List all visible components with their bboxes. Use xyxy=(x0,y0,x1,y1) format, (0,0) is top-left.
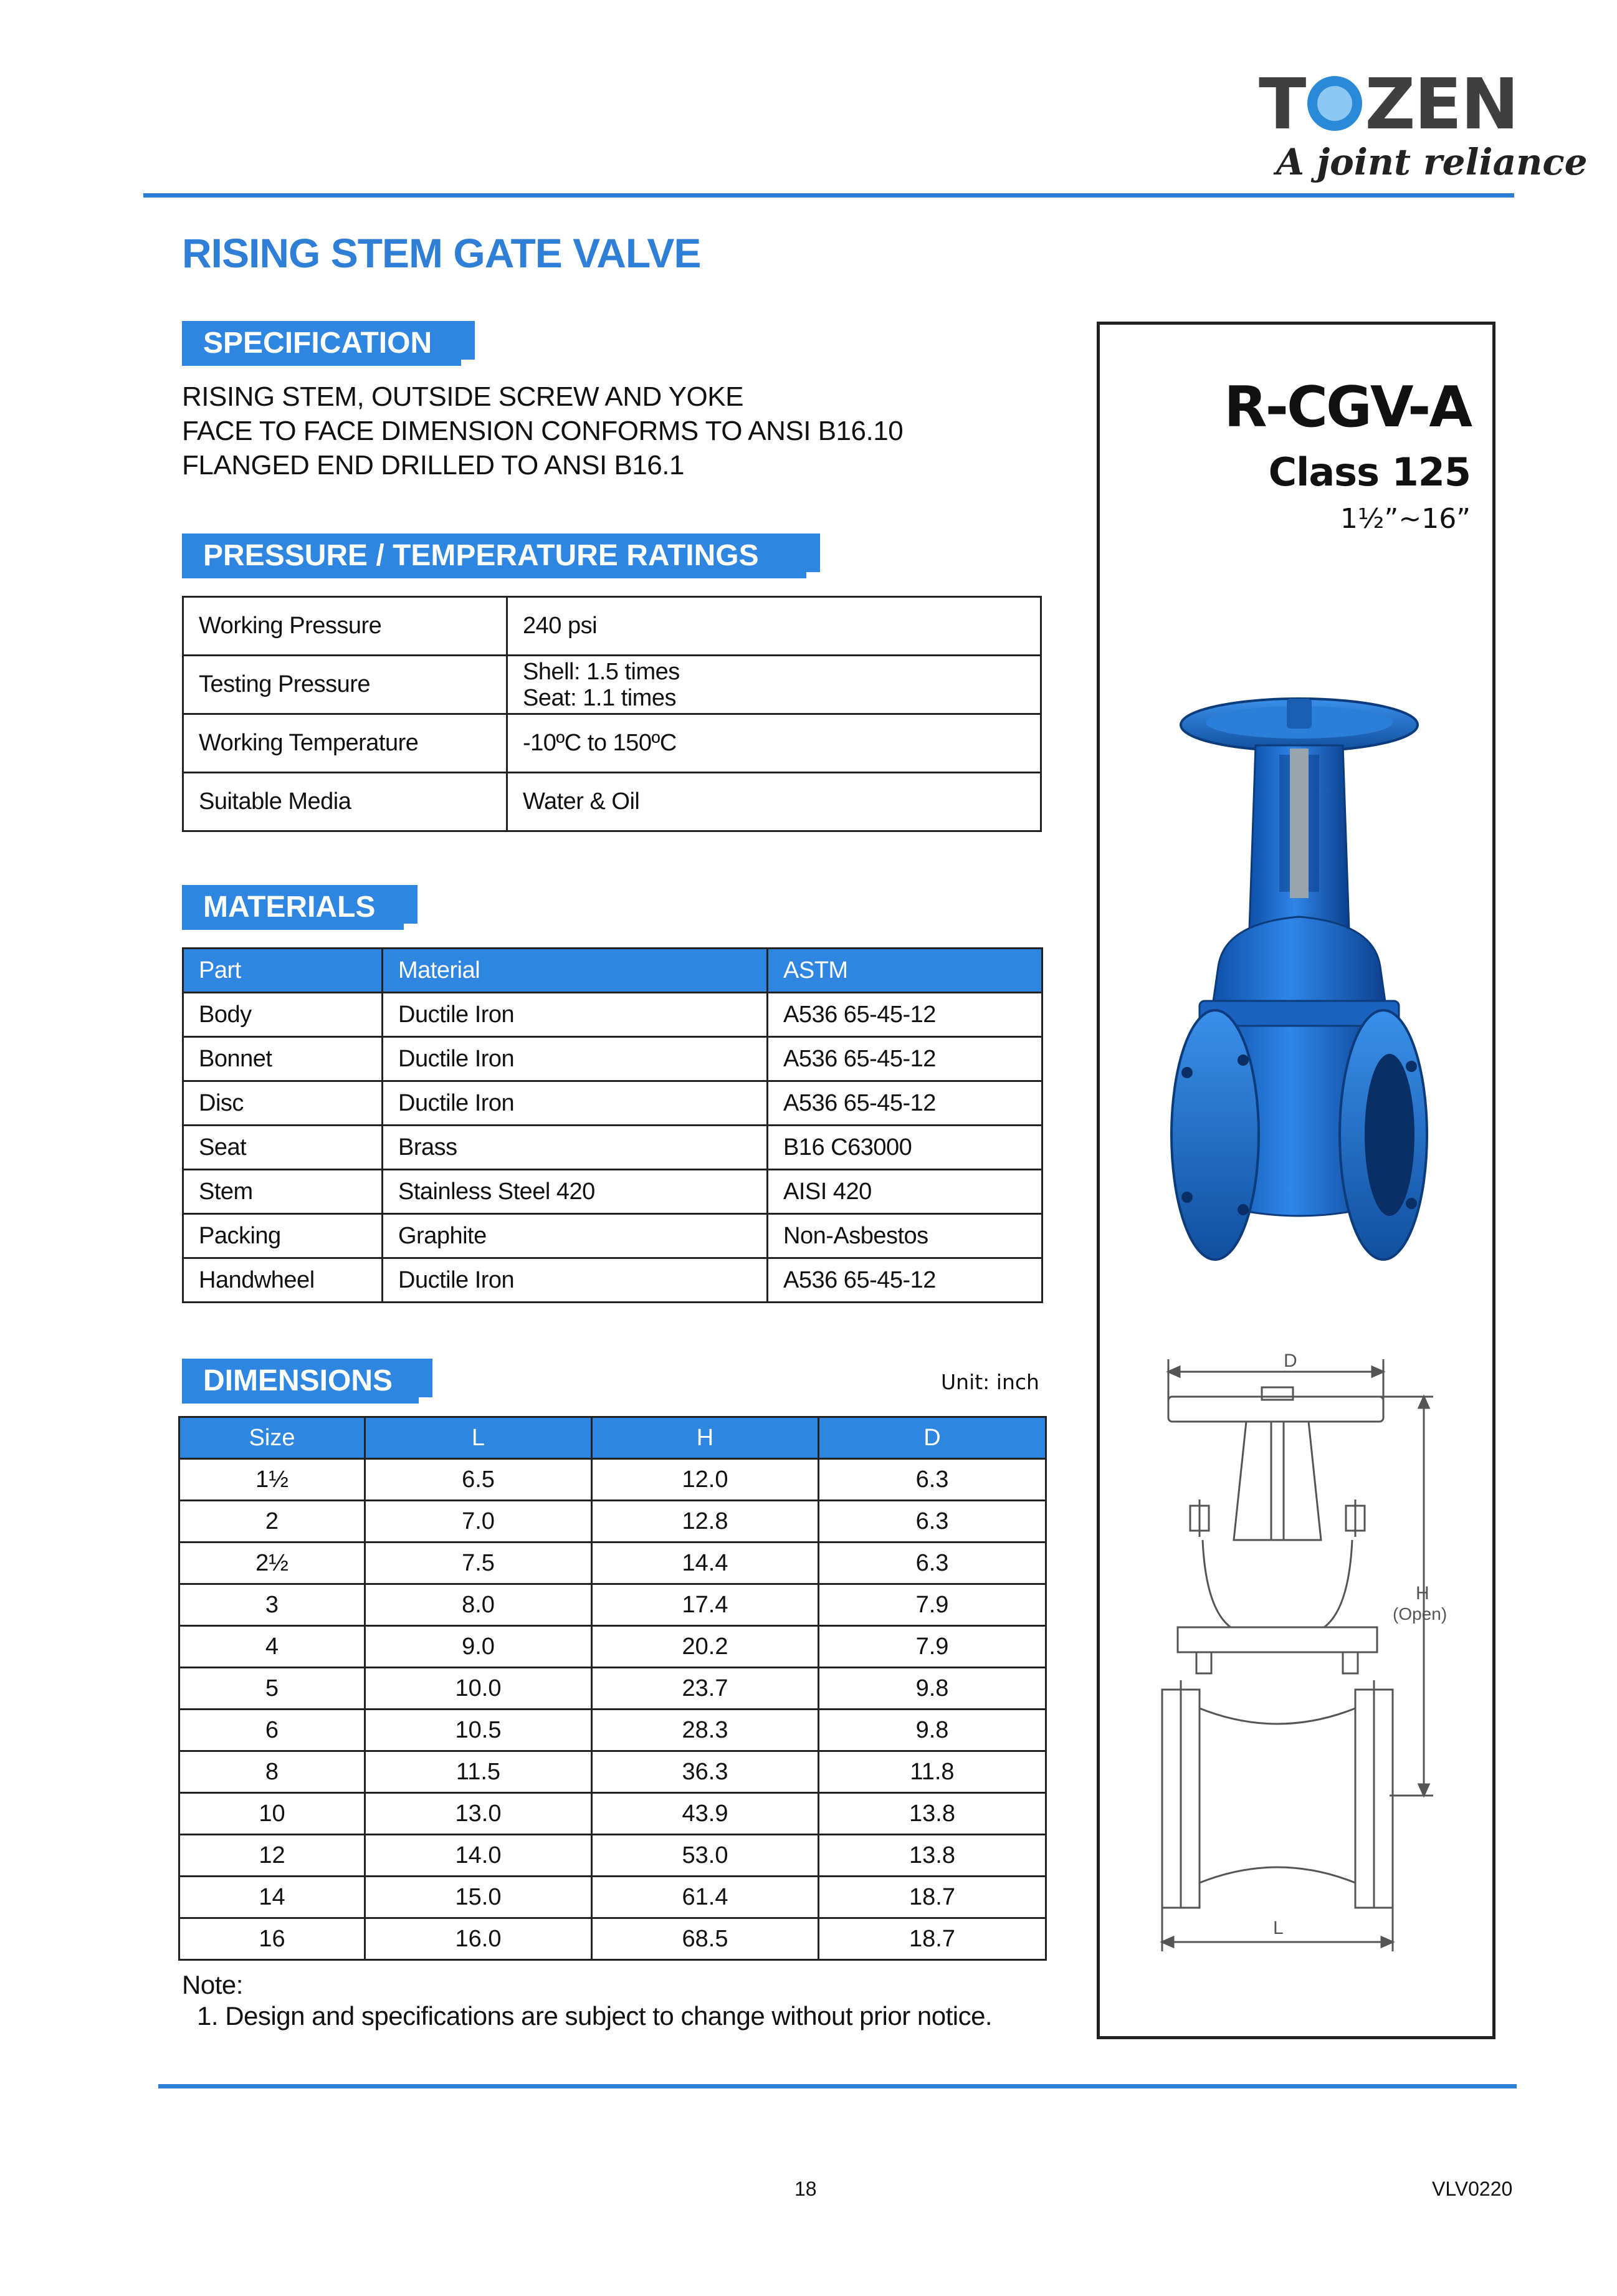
cell: 23.7 xyxy=(592,1668,819,1710)
dimensions-heading: DIMENSIONS xyxy=(182,1359,432,1404)
table-row xyxy=(183,1037,1042,1081)
cell: 17.4 xyxy=(592,1584,819,1626)
cell: 12 xyxy=(179,1835,365,1877)
spec-line-1: RISING STEM, OUTSIDE SCREW AND YOKE xyxy=(182,381,743,412)
materials-heading: MATERIALS xyxy=(182,885,417,930)
cell: Handwheel xyxy=(183,1258,383,1303)
drawing-h-label: H xyxy=(1416,1583,1429,1604)
logo-tagline: A joint reliance xyxy=(1276,141,1588,183)
cell: 5 xyxy=(179,1668,365,1710)
document-code: VLV0220 xyxy=(1432,2178,1513,2200)
cell: 61.4 xyxy=(592,1877,819,1918)
col-header-l: L xyxy=(365,1417,592,1459)
cell: Brass xyxy=(383,1126,768,1170)
cell: 10.0 xyxy=(365,1668,592,1710)
cell: 6.3 xyxy=(819,1459,1046,1501)
table-row xyxy=(183,1170,1042,1214)
cell: Seat xyxy=(183,1126,383,1170)
cell: 12.0 xyxy=(592,1459,819,1501)
cell: 2½ xyxy=(179,1543,365,1584)
cell: Body xyxy=(183,993,383,1037)
rating-label: Working Pressure xyxy=(183,597,507,656)
table-row xyxy=(183,1214,1042,1258)
cell: Stem xyxy=(183,1170,383,1214)
cell: 2 xyxy=(179,1501,365,1543)
cell: A536 65-45-12 xyxy=(768,1081,1042,1126)
table-row xyxy=(183,993,1042,1037)
col-header-material: Material xyxy=(383,949,768,993)
cell: 68.5 xyxy=(592,1918,819,1960)
table-row xyxy=(179,1543,1046,1584)
cell: 3 xyxy=(179,1584,365,1626)
cell: 7.9 xyxy=(819,1584,1046,1626)
table-row xyxy=(183,773,1041,831)
note-item: 1. Design and specifications are subject to change without prior notice. xyxy=(197,2001,993,2031)
table-row xyxy=(179,1584,1046,1626)
cell: 9.8 xyxy=(819,1710,1046,1751)
cell: 7.0 xyxy=(365,1501,592,1543)
drawing-d-label: D xyxy=(1284,1351,1297,1371)
cell: 7.5 xyxy=(365,1543,592,1584)
cell: Graphite xyxy=(383,1214,768,1258)
cell: 7.9 xyxy=(819,1626,1046,1668)
cell: 15.0 xyxy=(365,1877,592,1918)
cell: 6 xyxy=(179,1710,365,1751)
cell: Disc xyxy=(183,1081,383,1126)
cell: 36.3 xyxy=(592,1751,819,1793)
table-header-row xyxy=(183,949,1042,993)
cell: 12.8 xyxy=(592,1501,819,1543)
cell: 1½ xyxy=(179,1459,365,1501)
col-header-d: D xyxy=(819,1417,1046,1459)
cell: Non-Asbestos xyxy=(768,1214,1042,1258)
cell: 9.0 xyxy=(365,1626,592,1668)
cell: 43.9 xyxy=(592,1793,819,1835)
cell: 20.2 xyxy=(592,1626,819,1668)
cell: 18.7 xyxy=(819,1918,1046,1960)
table-row xyxy=(183,1081,1042,1126)
page-title: RISING STEM GATE VALVE xyxy=(182,230,701,276)
rating-label: Testing Pressure xyxy=(183,656,507,714)
dimensions-unit: Unit: inch xyxy=(941,1370,1039,1394)
cell: Ductile Iron xyxy=(383,1081,768,1126)
cell: Ductile Iron xyxy=(383,1037,768,1081)
rating-label: Working Temperature xyxy=(183,714,507,773)
cell: 13.8 xyxy=(819,1793,1046,1835)
cell: 9.8 xyxy=(819,1668,1046,1710)
col-header-astm: ASTM xyxy=(768,949,1042,993)
rating-value-seat: Seat: 1.1 times xyxy=(523,684,676,711)
cell: A536 65-45-12 xyxy=(768,1258,1042,1303)
cell: Ductile Iron xyxy=(383,993,768,1037)
col-header-h: H xyxy=(592,1417,819,1459)
rating-label: Suitable Media xyxy=(183,773,507,831)
dimensions-table xyxy=(178,1416,1047,1961)
cell: 13.8 xyxy=(819,1835,1046,1877)
materials-table xyxy=(182,947,1043,1303)
cell: 14 xyxy=(179,1877,365,1918)
cell: 8 xyxy=(179,1751,365,1793)
cell: 11.5 xyxy=(365,1751,592,1793)
notes-heading: Note: xyxy=(182,1970,243,1999)
cell: 14.0 xyxy=(365,1835,592,1877)
table-row xyxy=(179,1668,1046,1710)
table-row xyxy=(183,656,1041,714)
table-row xyxy=(179,1626,1046,1668)
spec-line-2: FACE TO FACE DIMENSION CONFORMS TO ANSI B16.10 xyxy=(182,416,904,446)
table-row xyxy=(179,1459,1046,1501)
product-panel xyxy=(1097,322,1495,2039)
table-row xyxy=(179,1501,1046,1543)
cell: 13.0 xyxy=(365,1793,592,1835)
cell: 16 xyxy=(179,1918,365,1960)
model-code: R-CGV-A xyxy=(1224,375,1471,440)
cell: 53.0 xyxy=(592,1835,819,1877)
table-row xyxy=(183,597,1041,656)
cell: B16 C63000 xyxy=(768,1126,1042,1170)
tozen-logo xyxy=(1259,64,1588,183)
logo-o-mark xyxy=(1307,76,1362,131)
ratings-table xyxy=(182,596,1042,832)
page-number: 18 xyxy=(794,2178,817,2200)
spec-line-3: FLANGED END DRILLED TO ANSI B16.1 xyxy=(182,450,684,481)
rating-value: Water & Oil xyxy=(507,773,1041,831)
specification-heading: SPECIFICATION xyxy=(182,321,475,366)
rating-value: 240 psi xyxy=(507,597,1041,656)
cell: Ductile Iron xyxy=(383,1258,768,1303)
cell: 10.5 xyxy=(365,1710,592,1751)
col-header-size: Size xyxy=(179,1417,365,1459)
cell: 28.3 xyxy=(592,1710,819,1751)
cell: Stainless Steel 420 xyxy=(383,1170,768,1214)
table-row xyxy=(179,1918,1046,1960)
notes xyxy=(182,1969,992,2032)
table-row xyxy=(179,1835,1046,1877)
cell: 11.8 xyxy=(819,1751,1046,1793)
ratings-heading: PRESSURE / TEMPERATURE RATINGS xyxy=(182,533,820,578)
col-header-part: Part xyxy=(183,949,383,993)
cell: A536 65-45-12 xyxy=(768,1037,1042,1081)
cell: 10 xyxy=(179,1793,365,1835)
header-rule xyxy=(143,193,1514,198)
drawing-l-label: L xyxy=(1273,1918,1284,1938)
table-row xyxy=(183,1258,1042,1303)
rating-value: -10ºC to 150ºC xyxy=(507,714,1041,773)
pressure-class: Class 125 xyxy=(1268,449,1471,495)
drawing-h-sub-label: (Open) xyxy=(1393,1604,1448,1624)
valve-dimension-drawing xyxy=(1143,1334,1455,1964)
cell: 16.0 xyxy=(365,1918,592,1960)
cell: 18.7 xyxy=(819,1877,1046,1918)
table-row xyxy=(179,1877,1046,1918)
size-range: 1½”~16” xyxy=(1340,503,1471,535)
table-header-row xyxy=(179,1417,1046,1459)
footer-rule xyxy=(158,2084,1517,2088)
cell: 4 xyxy=(179,1626,365,1668)
cell: 6.3 xyxy=(819,1501,1046,1543)
logo-wordmark: T ZEN xyxy=(1259,64,1518,145)
dimensions-body xyxy=(179,1459,1046,1960)
cell: 6.5 xyxy=(365,1459,592,1501)
table-row xyxy=(179,1751,1046,1793)
cell: AISI 420 xyxy=(768,1170,1042,1214)
table-row xyxy=(183,714,1041,773)
cell: 14.4 xyxy=(592,1543,819,1584)
rating-value-shell: Shell: 1.5 times xyxy=(523,658,680,685)
cell: 6.3 xyxy=(819,1543,1046,1584)
cell: A536 65-45-12 xyxy=(768,993,1042,1037)
cell: Packing xyxy=(183,1214,383,1258)
table-row xyxy=(183,1126,1042,1170)
valve-photo xyxy=(1162,686,1436,1341)
rating-value xyxy=(507,656,1041,714)
table-row xyxy=(179,1710,1046,1751)
table-row xyxy=(179,1793,1046,1835)
cell: 8.0 xyxy=(365,1584,592,1626)
cell: Bonnet xyxy=(183,1037,383,1081)
